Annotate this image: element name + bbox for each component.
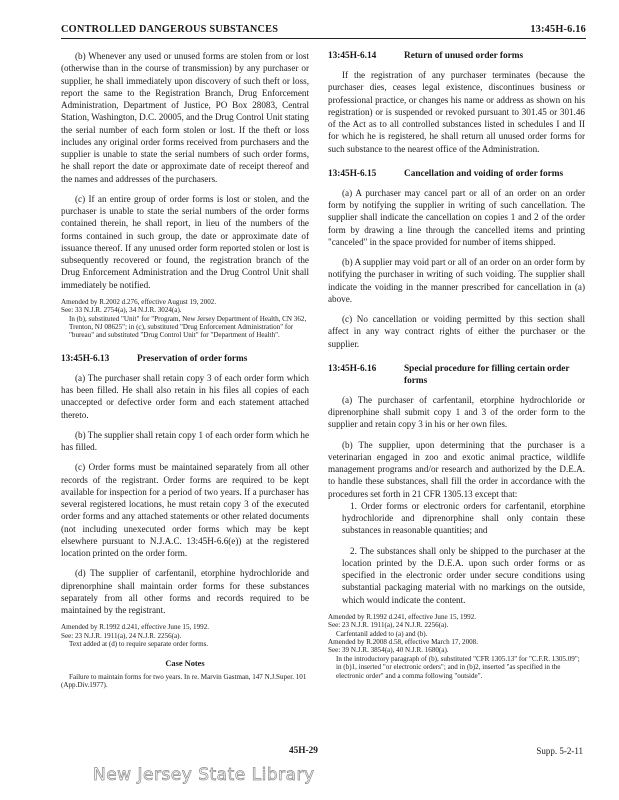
section-number: 13:45H-6.13 [61, 353, 110, 364]
section-range: 13:45H-6.16 [530, 24, 586, 35]
amendment-note [61, 298, 309, 340]
running-header [61, 22, 586, 39]
amendment-line: Amended by R.1992 d.241, effective June 15, 1992. [61, 623, 210, 632]
paragraph: If the registration of any purchaser terminates (because the purchaser dies, ceases legal existence, discontinues business or professional practice, or changes his name or address as shown on his registration) or is suspended or revoked pursuant to 301.45 or 301.46 of the Act as to all controlled substances listed in schedules I and II for which he is registered, he shall return all unused order forms for such substance to the nearest office of the Administration. [328, 70, 585, 154]
section-heading-6-13 [61, 353, 309, 365]
amendment-line: In the introductory paragraph of (b), substituted "CFR 1305.13" for "C.F.R. 1305.09"; in (b)1, inserted "or electronic orders"; and in (b)2, inserted "as specified in the electronic order" and a comma following "outside". [336, 654, 580, 680]
amendment-line: See: 39 N.J.R. 3854(a), 40 N.J.R. 1680(a). [328, 646, 449, 655]
list-item: 2. The substances shall only be shipped to the purchaser at the location printed by the D.E.A. upon such order forms or as specified in the electronic order under secure conditions using substantial packaging material with no markings on the outside, which would indicate the content. [342, 545, 585, 605]
list-item: 1. Order forms or electronic orders for carfentanil, etorphine hydrochloride and diprenorphine shall only contain these substances in reasonable quantities; and [342, 500, 585, 536]
amendment-line: Text added at (d) to require separate order forms. [69, 640, 209, 649]
amendment-line: See: 23 N.J.R. 1911(a), 24 N.J.R. 2256(a). [61, 631, 182, 640]
library-watermark: New Jersey State Library [93, 765, 315, 785]
amendment-line: Amended by R.1992 d.241, effective June 15, 1992. [328, 612, 477, 621]
amendment-line: Carfentanil added to (a) and (b). [336, 629, 428, 638]
paragraph: (b) The supplier shall retain copy 1 of each order form which he has filled. [61, 429, 309, 453]
section-title: Cancellation and voiding of order forms [404, 168, 564, 179]
paragraph: (a) The purchaser of carfentanil, etorphine hydrochloride or diprenorphine shall submit copy 1 and 3 of the order form to the supplier and retain copy 3 in his or her own files. [328, 394, 585, 430]
page-number: 45H-29 [289, 746, 318, 756]
paragraph: (a) A purchaser may cancel part or all of an order on an order form by notifying the supplier in writing of such cancellation. The supplier shall indicate the cancellation on copies 1 and 2 of the order form by drawing a line through the cancelled items and printing "canceled" in the space provided for number of items shipped. [328, 187, 585, 247]
numbered-list [328, 500, 585, 606]
amendment-line: See: 33 N.J.R. 2754(a), 34 N.J.R. 3024(a). [61, 306, 182, 315]
paragraph: (a) The purchaser shall retain copy 3 of each order form which has been filled. He shall also retain in his files all copies of each unaccepted or defective order form and each statement attached thereto. [61, 372, 309, 420]
right-column [328, 50, 585, 680]
supplement-date: Supp. 5-2-11 [536, 746, 583, 756]
chapter-title: CONTROLLED DANGEROUS SUBSTANCES [61, 24, 279, 35]
paragraph: (c) Order forms must be maintained separately from all other records of the registrant. Order forms are required to be kept available for inspection for a period of two years. If a purchaser has several registered locations, he must retain copy 3 of the executed order forms and any attached statements or other related documents (not including unexecuted order forms which may be kept elsewhere pursuant to N.J.A.C. 13:45H-6.6(e)) at the registered location printed on the order form. [61, 462, 309, 559]
section-number: 13:45H-6.16 [328, 363, 377, 374]
paragraph: (d) The supplier of carfentanil, etorphine hydrochloride and diprenorphine shall maintain order forms for these substances separately from all other forms and records required to be maintained by the registrant. [61, 568, 309, 616]
section-heading-6-16 [328, 363, 585, 387]
section-number: 13:45H-6.14 [328, 51, 377, 61]
paragraph: (b) Whenever any used or unused forms are stolen from or lost (otherwise than in the course of transmission) by any purchaser or supplier, he shall immediately upon discovery of such theft or loss, report the same to the Registration Branch, Drug Enforcement Administration, Department of Justice, PO Box 28083, Central Station, Washington, D.C. 20005, and the Drug Control Unit stating the serial number of each form stolen or lost. If the theft or loss includes any original order forms received from purchasers and the supplier is unable to state the serial numbers of such order forms, he shall report the date or approximate date of receipt thereof and the names and addresses of the purchasers. [61, 51, 309, 184]
section-title: Special procedure for filling certain order forms [404, 363, 570, 386]
paragraph: (c) No cancellation or voiding permitted by this section shall affect in any way contract rights of either the purchaser or the supplier. [328, 314, 585, 349]
section-heading-6-14 [328, 50, 585, 62]
left-column [61, 50, 309, 690]
section-number: 13:45H-6.15 [328, 168, 377, 179]
section-title: Preservation of order forms [137, 353, 248, 364]
section-title: Return of unused order forms [404, 51, 524, 61]
case-notes-heading: Case Notes [165, 658, 205, 668]
section-heading-6-15 [328, 168, 585, 180]
amendment-line: In (b), substituted "Unit" for "Program, New Jersey Department of Health, CN 362, Trenton, NJ 08625"; in (c), substituted "Drug Enforcement Administration" for "bureau" and substituted "Drug Control Unit" for "Department of Health". [69, 314, 307, 340]
amendment-line: Amended by R.2008 d.58, effective March 17, 2008. [328, 637, 478, 646]
amendment-line: See: 23 N.J.R. 1911(a), 24 N.J.R. 2256(a). [328, 621, 449, 630]
paragraph: (c) If an entire group of order forms is lost or stolen, and the purchaser is unable to state the serial numbers of the order forms contained therein, he shall report, in lieu of the numbers of the forms contained in such group, the date or approximate date of issuance thereof. If any unused order form reported stolen or lost is subsequently recovered or found, the registration branch of the Drug Enforcement Administration and the Drug Control Unit shall immediately be notified. [61, 193, 309, 290]
amendment-note [61, 623, 309, 648]
amendment-line: Amended by R.2002 d.276, effective August 19, 2002. [61, 297, 217, 306]
paragraph: (b) A supplier may void part or all of an order on an order form by notifying the purchaser in writing of such voiding. The supplier shall indicate the voiding in the manner prescribed for cancellation in (a) above. [328, 257, 585, 304]
amendment-note [328, 613, 585, 680]
paragraph: (b) The supplier, upon determining that the purchaser is a veterinarian engaged in zoo and exotic animal practice, wildlife management programs and/or research and authorized by the D.E.A. to handle these substances, shall fill the order in accordance with the procedures set forth in 21 CFR 1305.13 except that: [328, 439, 585, 499]
case-note: Failure to maintain forms for two years. In re. Marvin Gastman, 147 N.J.Super. 101 (App.Div.1977). [61, 672, 307, 690]
page-footer [0, 746, 619, 760]
